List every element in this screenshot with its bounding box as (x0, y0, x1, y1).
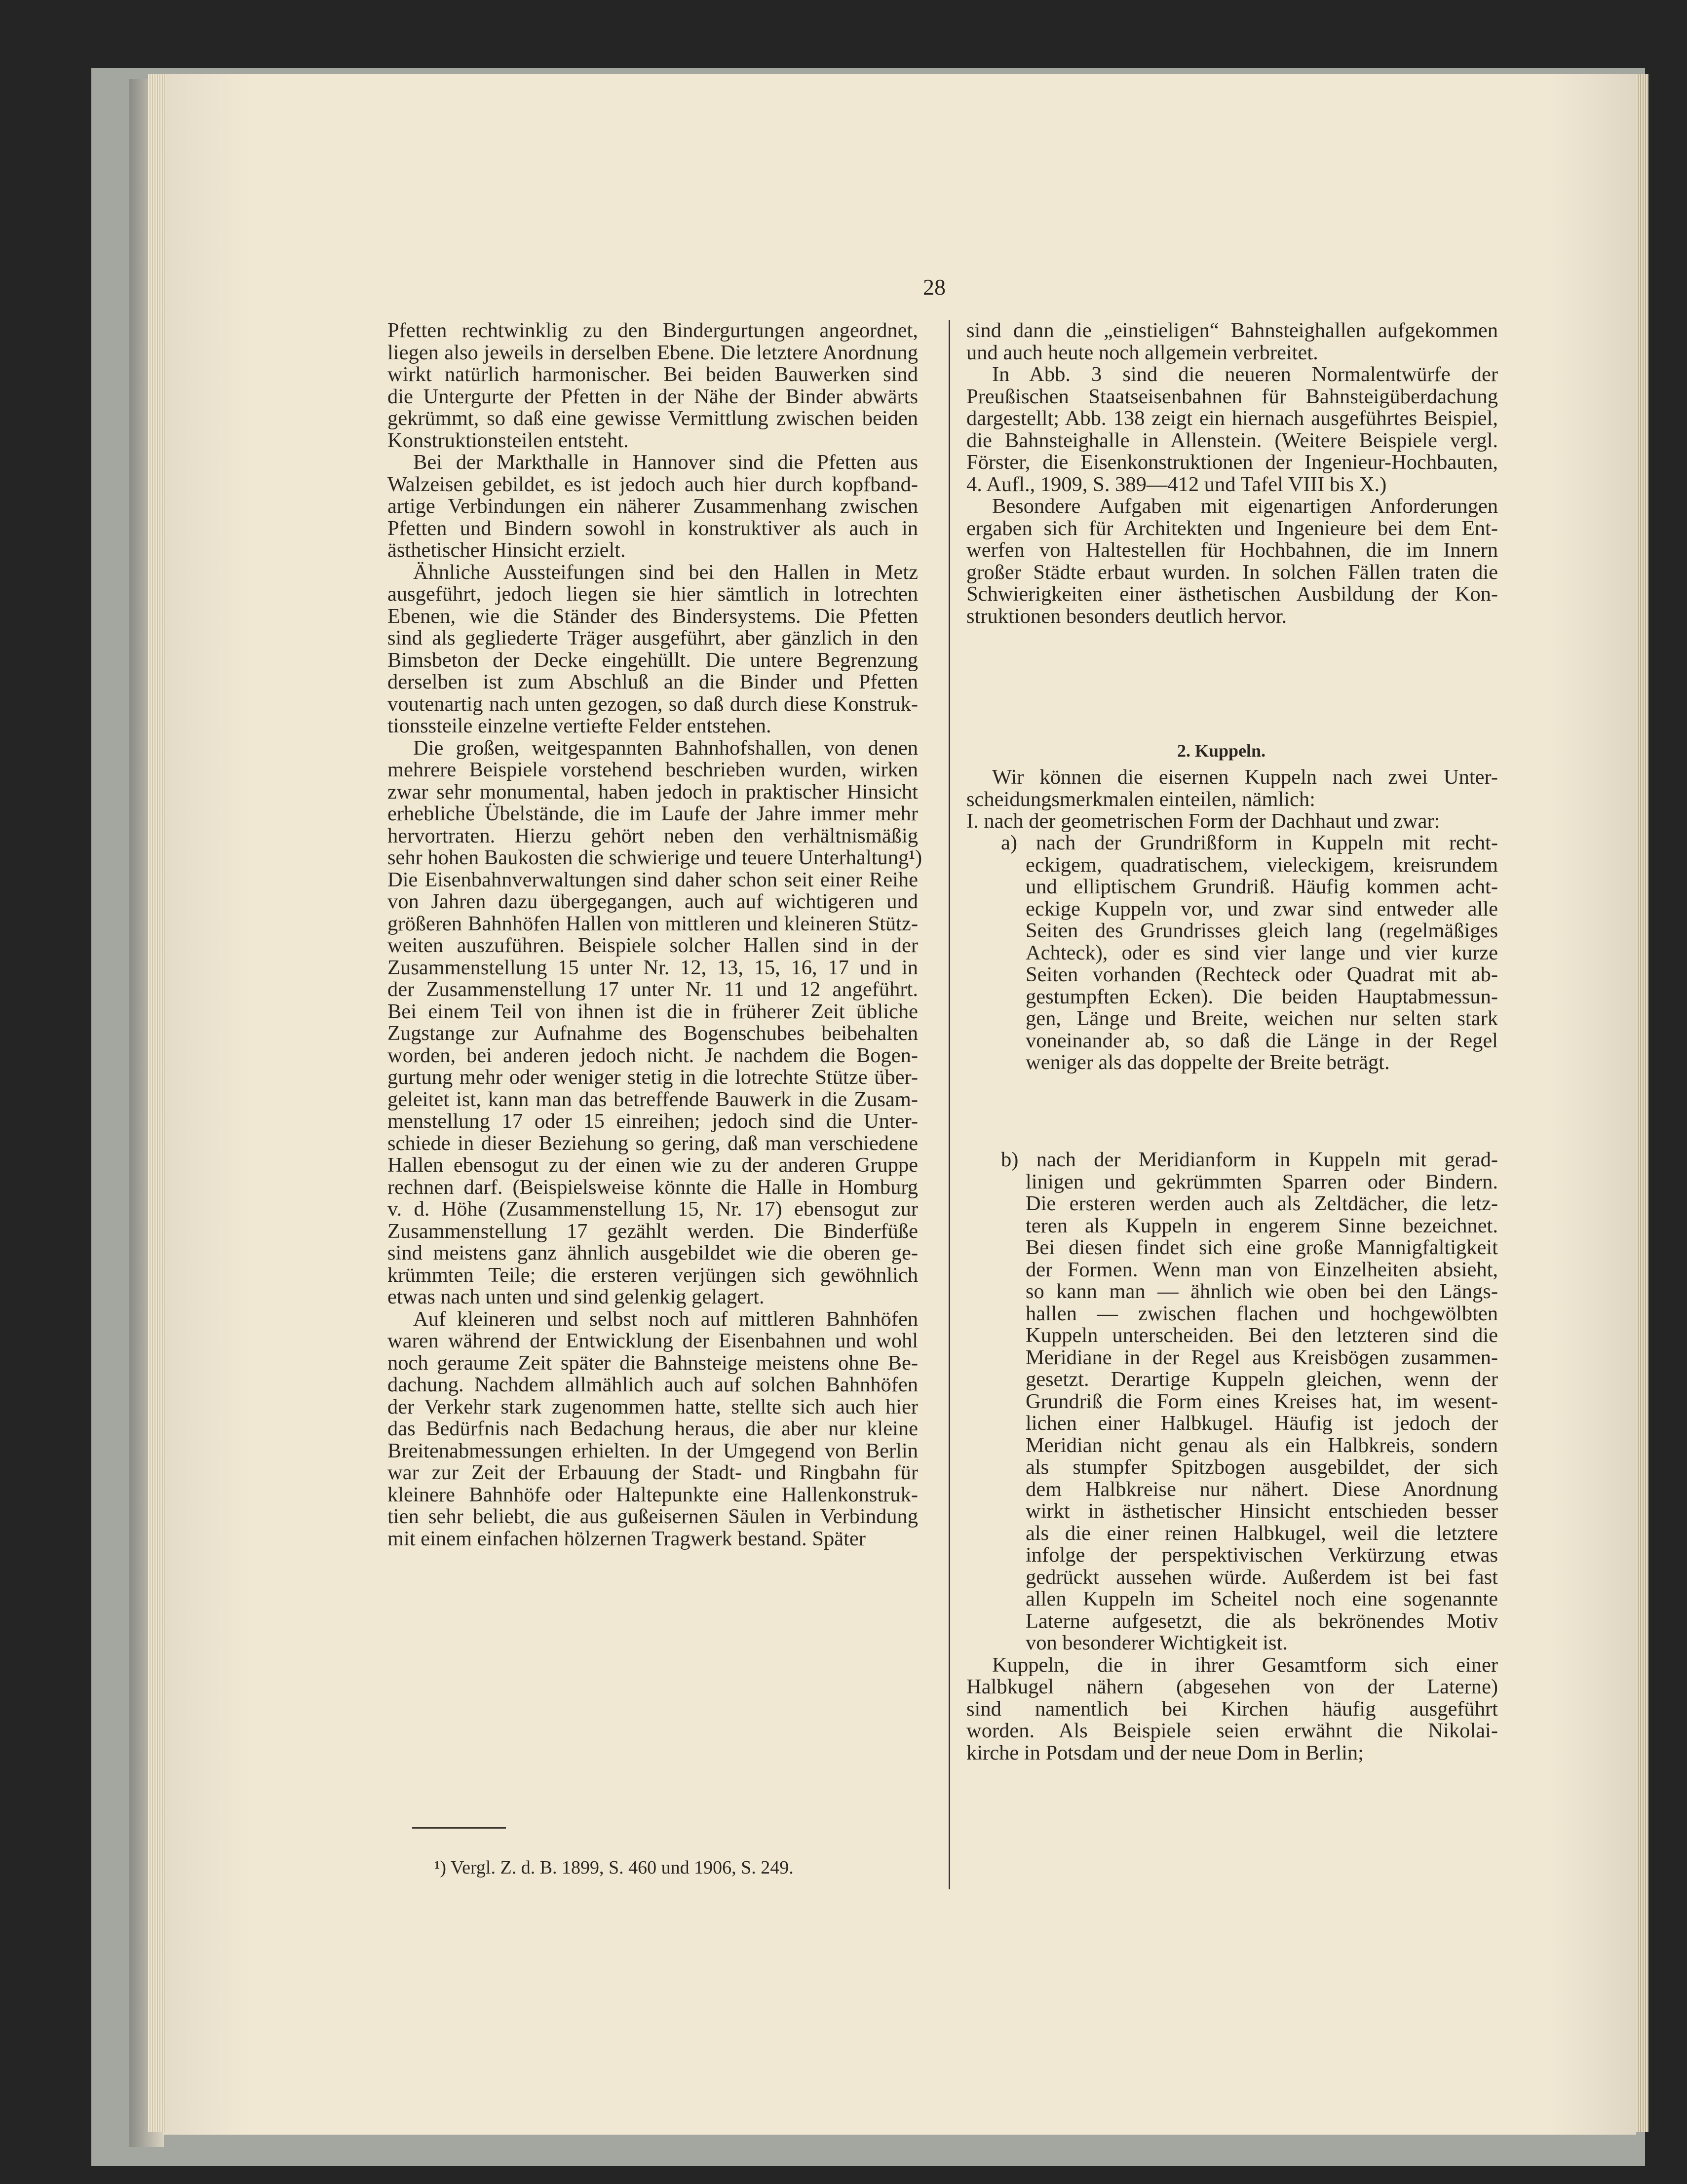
text-line: a) nach der Grundrißform in Kuppeln mit recht- (1001, 831, 1498, 854)
text-line: allen Kuppeln im Scheitel noch eine sogenannte (1026, 1587, 1498, 1610)
text-line: als die einer reinen Halbkugel, weil die letztere (1026, 1521, 1498, 1545)
text-line: zwar sehr monumental, haben jedoch in praktischer Hinsicht (387, 780, 918, 804)
text-line: krümmten Teile; die ersteren verjüngen sich gewöhnlich (387, 1263, 918, 1287)
text-line: Zusammenstellung 15 unter Nr. 12, 13, 15, 16, 17 und in (387, 956, 918, 979)
text-line: mehrere Beispiele vorstehend beschrieben wurden, wirken (387, 758, 918, 781)
text-line: von Jahren dazu übergegangen, auch auf wichtigeren und (387, 890, 918, 913)
text-line: der Verkehr stark zugenommen hatte, stellte sich auch hier (387, 1395, 918, 1418)
text-line: Wir können die eisernen Kuppeln nach zwei Unter- (992, 766, 1498, 789)
footnote-rule (412, 1827, 506, 1829)
text-line: erhebliche Übelstände, die im Laufe der Jahre immer mehr (387, 802, 918, 825)
text-line: tionssteile einzelne vertiefte Felder entstehen. (387, 714, 771, 737)
text-line: ästhetischer Hinsicht erzielt. (387, 538, 626, 562)
text-line: infolge der perspektivischen Verkürzung etwas (1026, 1543, 1498, 1567)
text-line: gestumpften Ecken). Die beiden Hauptabmessun- (1026, 985, 1498, 1008)
text-line: 4. Aufl., 1909, S. 389—412 und Tafel VIII bis X.) (966, 472, 1387, 496)
text-line: wirkt natürlich harmonischer. Bei beiden Bauwerken sind (387, 363, 918, 386)
text-line: gurtung mehr oder weniger stetig in die lotrechte Stütze über- (387, 1066, 918, 1089)
text-line: worden. Als Beispiele seien erwähnt die Nikolai- (966, 1719, 1498, 1742)
text-line: Die Eisenbahnverwaltungen sind daher schon seit einer Reihe (387, 868, 918, 891)
text-line: großer Städte erbaut wurden. In solchen Fällen traten die (966, 560, 1498, 584)
text-line: Auf kleineren und selbst noch auf mittleren Bahnhöfen (413, 1307, 918, 1331)
text-line: worden, bei anderen jedoch nicht. Je nachdem die Bogen- (387, 1043, 918, 1067)
text-line: Schwierigkeiten einer ästhetischen Ausbildung der Kon- (966, 582, 1498, 606)
text-line: mit einem einfachen hölzernen Tragwerk bestand. Später (387, 1527, 866, 1550)
list-item-b (966, 1148, 1498, 1764)
section-heading: 2. Kuppeln. (1177, 741, 1266, 761)
text-line: weniger als das doppelte der Breite beträgt. (1026, 1051, 1390, 1074)
text-line: noch geraume Zeit später die Bahnsteige meistens ohne Be- (387, 1351, 918, 1375)
text-line: voutenartig nach unten gezogen, so daß durch diese Konstruk- (387, 692, 918, 716)
text-line: die Bahnsteighalle in Allenstein. (Weitere Beispiele vergl. (966, 428, 1498, 452)
text-line: Förster, die Eisenkonstruktionen der Ingenieur-Hochbauten, (966, 451, 1498, 474)
text-line: Besondere Aufgaben mit eigenartigen Anforderungen (992, 495, 1498, 518)
text-line: waren während der Entwicklung der Eisenbahnen und wohl (387, 1329, 918, 1352)
text-line: In Abb. 3 sind die neueren Normalentwürfe der (992, 363, 1498, 386)
text-line: kleinere Bahnhöfe oder Haltepunkte eine Hallenkonstruk- (387, 1483, 918, 1506)
text-line: Walzeisen gebildet, es ist jedoch auch hier durch kopfband- (387, 472, 918, 496)
text-line: voneinander ab, so daß die Länge in der Regel (1026, 1029, 1498, 1052)
text-line: linigen und gekrümmten Sparren oder Bindern. (1026, 1170, 1498, 1193)
text-line: lichen einer Halbkugel. Häufig ist jedoch der (1026, 1412, 1498, 1435)
text-line: weiten auszuführen. Beispiele solcher Hallen sind in der (387, 934, 918, 957)
list-roman-one: I. nach der geometrischen Form der Dachhaut und zwar: (966, 809, 1440, 833)
text-line: als stumpfer Spitzbogen ausgebildet, der sich (1026, 1456, 1498, 1479)
text-line: Seiten des Grundrisses gleich lang (regelmäßiges (1026, 919, 1498, 942)
page-number: 28 (923, 274, 946, 300)
text-line: Meridiane in der Regel aus Kreisbögen zusammen- (1026, 1345, 1498, 1369)
text-line: sehr hohen Baukosten die schwierige und teuere Unterhaltung¹) (387, 846, 922, 869)
text-line: gekrümmt, so daß eine gewisse Vermittlung zwischen beiden (387, 407, 918, 430)
column-divider (949, 320, 950, 1889)
text-line: Grundriß die Form eines Kreises hat, im wesent- (1026, 1389, 1498, 1413)
text-line: die Untergurte der Pfetten in der Nähe der Binder abwärts (387, 384, 918, 408)
text-line: Bimsbeton der Decke eingehüllt. Die untere Begrenzung (387, 648, 918, 672)
text-line: scheidungsmerkmalen einteilen, nämlich: (966, 787, 1315, 811)
text-line: Laterne aufgesetzt, die als bekrönendes Motiv (1026, 1609, 1498, 1633)
text-line: sind dann die „einstieligen“ Bahnsteighallen aufgekommen (966, 319, 1498, 342)
text-line: war zur Zeit der Erbauung der Stadt- und Ringbahn für (387, 1461, 918, 1484)
text-line: wirkt in ästhetischer Hinsicht entschieden besser (1026, 1499, 1498, 1523)
text-line: Kuppeln unterscheiden. Bei den letzteren sind die (1026, 1324, 1498, 1347)
text-line: menstellung 17 oder 15 einreihen; jedoch sind die Unter- (387, 1110, 918, 1133)
text-line: liegen also jeweils in derselben Ebene. Die letztere Anordnung (387, 341, 918, 364)
text-line: struktionen besonders deutlich hervor. (966, 604, 1287, 628)
text-line: Hallen ebensogut zu der einen wie zu der anderen Gruppe (387, 1153, 918, 1177)
text-line: Ähnliche Aussteifungen sind bei den Hallen in Metz (413, 560, 918, 584)
text-line: teren als Kuppeln in engerem Sinne bezeichnet. (1026, 1214, 1498, 1237)
text-line: Die großen, weitgespannten Bahnhofshallen, von denen (413, 736, 918, 760)
text-line: der Zusammenstellung 17 unter Nr. 11 und 12 angeführt. (387, 978, 918, 1001)
text-line: sind als gegliederte Träger ausgeführt, aber gänzlich in den (387, 626, 918, 650)
text-line: hervortraten. Hierzu gehört neben den verhältnismäßig (387, 824, 918, 847)
right-column-intro (966, 766, 1498, 810)
text-line: geleitet ist, kann man das betreffende Bauwerk in die Zusam- (387, 1087, 918, 1111)
text-line: werfen von Haltestellen für Hochbahnen, die im Innern (966, 538, 1498, 562)
right-column-top (966, 320, 1498, 627)
text-line: größeren Bahnhöfen Hallen von mittleren und kleineren Stütz- (387, 912, 918, 935)
text-line: Breitenabmessungen erhielten. In der Umgegend von Berlin (387, 1439, 918, 1462)
text-line: und elliptischem Grundriß. Häufig kommen acht- (1026, 875, 1498, 898)
text-line: ausgeführt, jedoch liegen sie hier sämtlich in lotrechten (387, 582, 918, 606)
text-line: ergaben sich für Architekten und Ingenieure bei dem Ent- (966, 516, 1498, 540)
left-column (387, 319, 922, 1550)
text-line: derselben ist zum Abschluß an die Binder und Pfetten (387, 670, 918, 693)
text-line: Die ersteren werden auch als Zeltdächer, die letz- (1026, 1192, 1498, 1215)
text-line: dem Halbkreise nur nähert. Diese Anordnung (1026, 1477, 1498, 1501)
text-line: Pfetten rechtwinklig zu den Bindergurtungen angeordnet, (387, 319, 918, 342)
text-line: tien sehr beliebt, die aus gußeisernen Säulen in Verbindung (387, 1505, 918, 1528)
text-line: das Bedürfnis nach Bedachung heraus, die aber nur kleine (387, 1417, 918, 1440)
text-line: von besonderer Wichtigkeit ist. (1026, 1631, 1288, 1654)
text-line: Seiten vorhanden (Rechteck oder Quadrat mit ab- (1026, 963, 1498, 986)
text-line: Halbkugel nähern (abgesehen von der Laterne) (966, 1675, 1498, 1698)
text-line: sind meistens ganz ähnlich ausgebildet wie die oberen ge- (387, 1241, 918, 1264)
text-line: Konstruktionsteilen entsteht. (387, 428, 629, 452)
list-item-a (1001, 831, 1498, 1074)
text-line: Zugstange zur Aufnahme des Bogenschubes beibehalten (387, 1022, 918, 1045)
text-line: sind namentlich bei Kirchen häufig ausgeführt (966, 1697, 1498, 1721)
text-line: Kuppeln, die in ihrer Gesamtform sich einer (992, 1653, 1498, 1677)
text-line: der Formen. Wenn man von Einzelheiten absieht, (1026, 1258, 1498, 1281)
text-line: kirche in Potsdam und der neue Dom in Berlin; (966, 1741, 1364, 1764)
text-line: Meridian nicht genau als ein Halbkreis, sondern (1026, 1433, 1498, 1457)
text-line: gesetzt. Derartige Kuppeln gleichen, wenn der (1026, 1368, 1498, 1391)
text-line: und auch heute noch allgemein verbreitet. (966, 341, 1318, 364)
text-line: Achteck), oder es sind vier lange und vier kurze (1026, 941, 1498, 964)
text-line: schiede in dieser Beziehung so gering, daß man verschiedene (387, 1131, 918, 1155)
text-line: eckige Kuppeln vor, und zwar sind entweder alle (1026, 897, 1498, 920)
text-line: Bei diesen findet sich eine große Mannigfaltigkeit (1026, 1236, 1498, 1259)
text-line: dargestellt; Abb. 138 zeigt ein hiernach ausgeführtes Beispiel, (966, 407, 1498, 430)
text-line: so kann man — ähnlich wie oben bei den Längs- (1026, 1280, 1498, 1303)
text-line: eckigem, quadratischem, vieleckigem, kreisrundem (1026, 853, 1498, 877)
text-line: Bei der Markthalle in Hannover sind die Pfetten aus (413, 451, 918, 474)
text-line: Ebenen, wie die Ständer des Bindersystems. Die Pfetten (387, 604, 918, 628)
text-line: Preußischen Staatseisenbahnen für Bahnsteigüberdachung (966, 384, 1498, 408)
text-line: gedrückt aussehen würde. Außerdem ist bei fast (1026, 1565, 1498, 1589)
text-line: gen, Länge und Breite, weichen nur selten stark (1026, 1007, 1498, 1030)
text-line: hallen — zwischen flachen und hochgewölbten (1026, 1302, 1498, 1325)
text-line: b) nach der Meridianform in Kuppeln mit gerad- (1001, 1148, 1498, 1171)
footnote: ¹) Vergl. Z. d. B. 1899, S. 460 und 1906, S. 249. (434, 1857, 794, 1878)
text-line: Pfetten und Bindern sowohl in konstruktiver als auch in (387, 516, 918, 540)
text-line: dachung. Nachdem allmählich auch auf solchen Bahnhöfen (387, 1373, 918, 1396)
page-edges-left (148, 74, 166, 2132)
text-line: artige Verbindungen ein näherer Zusammenhang zwischen (387, 495, 918, 518)
text-line: etwas nach unten und sind gelenkig gelagert. (387, 1285, 765, 1308)
text-line: Bei einem Teil von ihnen ist die in früherer Zeit übliche (387, 999, 918, 1023)
text-line: Zusammenstellung 17 gezählt werden. Die Binderfüße (387, 1219, 918, 1243)
text-line: v. d. Höhe (Zusammenstellung 15, Nr. 17) ebensogut zur (387, 1197, 918, 1221)
text-line: rechnen darf. (Beispielsweise könnte die Halle in Homburg (387, 1175, 918, 1199)
